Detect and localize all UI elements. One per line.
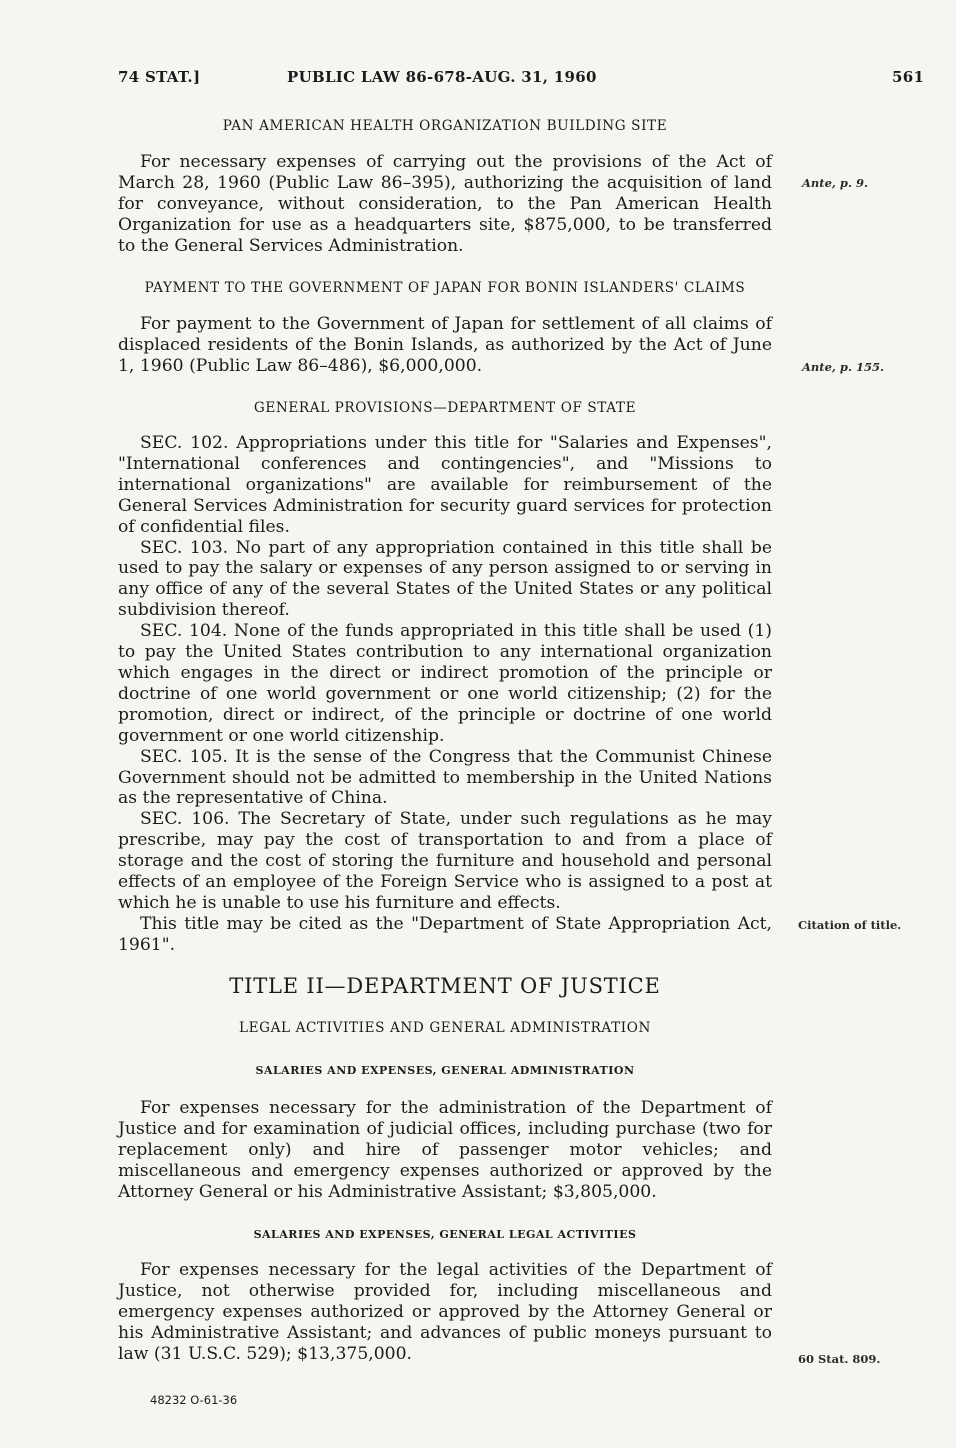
print-code: 48232 O-61-36 [150, 1393, 238, 1407]
page-number: 561 [892, 68, 925, 86]
section-heading: PAN AMERICAN HEALTH ORGANIZATION BUILDING SITE [222, 118, 668, 134]
legal-activities-heading [118, 1020, 772, 1036]
paragraph [118, 152, 772, 257]
paragraph-text: For expenses necessary for the legal activities of the Department of Justice, not otherwise provided for, including miscellaneous and emergency expenses authorized or approved by the Attorney General or his Administrative Assistant; and advances of public moneys pursuant to law (31 U.S.C. 529); $13,375,000. [118, 1260, 772, 1364]
section-pan-american [118, 118, 772, 134]
running-header: PUBLIC LAW 86-678-AUG. 31, 1960 [287, 68, 597, 86]
sec-102: SEC. 102. Appropriations under this title for "Salaries and Expenses", "International conferences and contingencies", and "Missions to international organizations" are available for reimbursement of the General Services Administration for security guard services for protection of confidential files. [118, 433, 772, 537]
sec-105: SEC. 105. It is the sense of the Congress that the Communist Chinese Government should not be admitted to membership in the United Nations as the representative of China. [118, 746, 772, 809]
subheading: SALARIES AND EXPENSES, GENERAL LEGAL ACTIVITIES [253, 1228, 637, 1241]
subheading-general-admin [118, 1064, 772, 1077]
section-japan [118, 280, 772, 296]
paragraph [118, 1098, 772, 1203]
sec-106: SEC. 106. The Secretary of State, under such regulations as he may prescribe, may pay the cost of transportation to and from a place of storage and the cost of storing the furniture and household and personal effects of an employee of the Foreign Service who is assigned to a post at which he is unable to use his furniture and effects. [118, 809, 772, 913]
margin-note: Citation of title. [798, 918, 902, 932]
section-heading: LEGAL ACTIVITIES AND GENERAL ADMINISTRATION [239, 1020, 651, 1036]
section-heading: PAYMENT TO THE GOVERNMENT OF JAPAN FOR BONIN ISLANDERS' CLAIMS [144, 280, 746, 296]
title-ii [118, 974, 772, 998]
section-heading: GENERAL PROVISIONS—DEPARTMENT OF STATE [253, 400, 637, 416]
paragraph [118, 1260, 772, 1365]
margin-note: Ante, p. 9. [802, 176, 868, 190]
subheading: SALARIES AND EXPENSES, GENERAL ADMINISTRATION [255, 1064, 635, 1077]
sec-104: SEC. 104. None of the funds appropriated in this title shall be used (1) to pay the United States contribution to any international organization which engages in the direct or indirect promotion of the principle or doctrine of one world government or one world citizenship; (2) for the promotion, direct or indirect, of the principle or doctrine of one world government or one world citizenship. [118, 621, 772, 746]
paragraph [118, 314, 772, 377]
margin-note: 60 Stat. 809. [798, 1352, 881, 1366]
section-general-provisions [118, 400, 772, 416]
title-heading: TITLE II—DEPARTMENT OF JUSTICE [229, 974, 661, 998]
stat-reference: 74 STAT.] [118, 68, 201, 86]
sec-103: SEC. 103. No part of any appropriation contained in this title shall be used to pay the salary or expenses of any person assigned to or serving in any office of any of the several States of the United States or any political subdivision thereof. [118, 537, 772, 621]
citation-paragraph: This title may be cited as the "Department of State Appropriation Act, 1961". [118, 913, 772, 955]
paragraph-text: For necessary expenses of carrying out the provisions of the Act of March 28, 1960 (Public Law 86–395), authorizing the acquisition of land for conveyance, without consideration, to the Pan American Health Organization for use as a headquarters site, $875,000, to be transferred to the General Services Administration. [118, 152, 772, 256]
subheading-legal-activities [118, 1228, 772, 1241]
margin-note: Ante, p. 155. [802, 360, 884, 374]
paragraph-text: For payment to the Government of Japan for settlement of all claims of displaced residents of the Bonin Islands, as authorized by the Act of June 1, 1960 (Public Law 86–486), $6,000,000. [118, 314, 772, 376]
provisions-block [118, 433, 772, 956]
paragraph-text: For expenses necessary for the administration of the Department of Justice and for examination of judicial offices, including purchase (two for replacement only) and hire of passenger motor vehicles; and miscellaneous and emergency expenses authorized or approved by the Attorney General or his Administrative Assistant; $3,805,000. [118, 1098, 772, 1202]
